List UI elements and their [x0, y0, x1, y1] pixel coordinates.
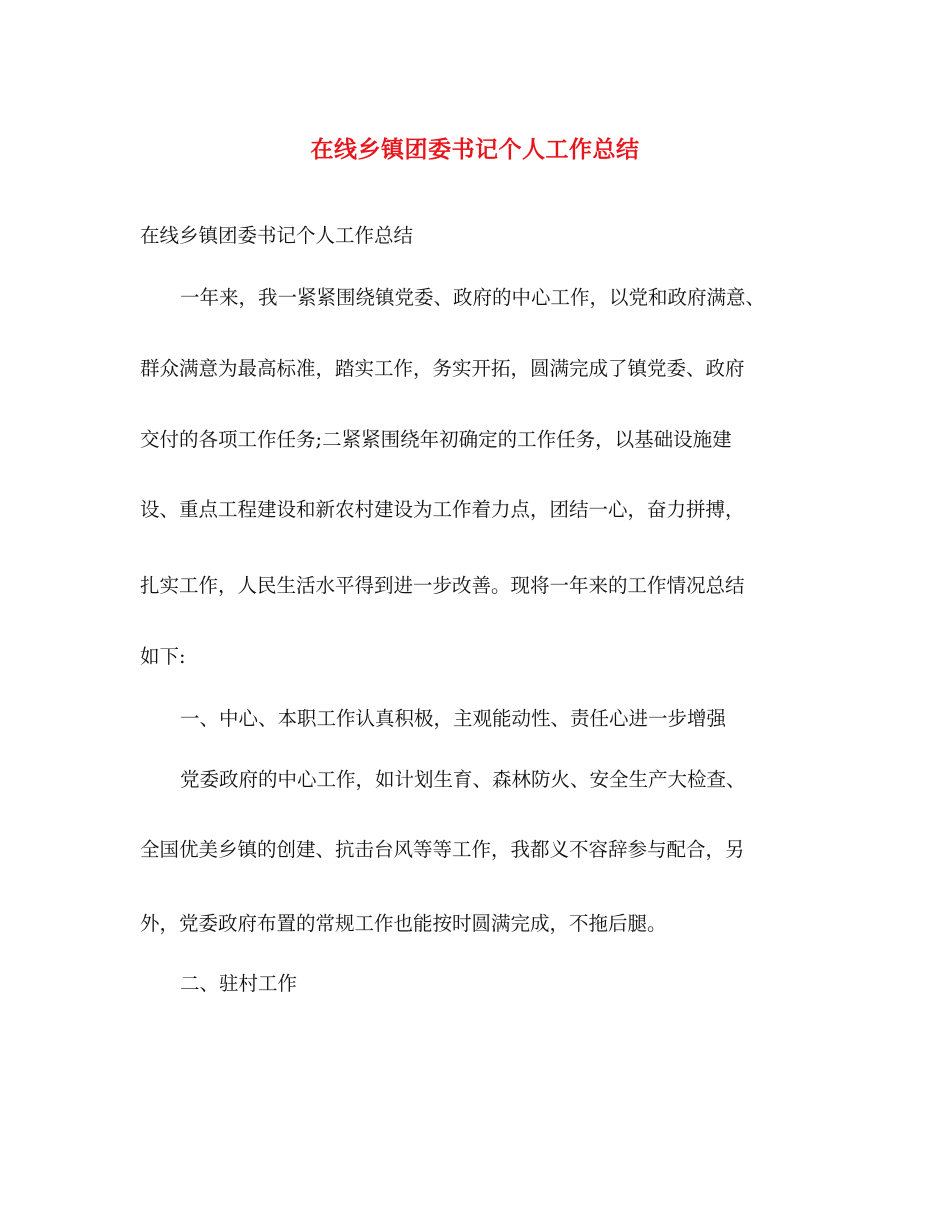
document-subtitle: 在线乡镇团委书记个人工作总结: [140, 224, 414, 247]
paragraph-line: 设、重点工程建设和新农村建设为工作着力点，团结一心，奋力拼搏，: [140, 498, 745, 521]
paragraph-line: 党委政府的中心工作，如计划生育、森林防火、安全生产大检查、: [180, 768, 746, 791]
document-title: 在线乡镇团委书记个人工作总结: [310, 136, 640, 163]
paragraph-line: 群众满意为最高标准，踏实工作，务实开拓，圆满完成了镇党委、政府: [140, 357, 745, 380]
section-heading: 二、驻村工作: [180, 972, 298, 995]
paragraph-line: 交付的各项工作任务;二紧紧围绕年初确定的工作任务，以基础设施建: [140, 428, 732, 451]
paragraph-line: 如下:: [140, 645, 186, 668]
paragraph-line: 扎实工作，人民生活水平得到进一步改善。现将一年来的工作情况总结: [140, 574, 745, 597]
paragraph-line: 全国优美乡镇的创建、抗击台风等等工作，我都义不容辞参与配合，另: [140, 838, 745, 861]
paragraph-line: 一年来，我一紧紧围绕镇党委、政府的中心工作，以党和政府满意、: [180, 286, 766, 309]
section-heading: 一、中心、本职工作认真积极，主观能动性、责任心进一步增强: [180, 707, 727, 730]
paragraph-line: 外，党委政府布置的常规工作也能按时圆满完成，不拖后腿。: [140, 912, 667, 935]
